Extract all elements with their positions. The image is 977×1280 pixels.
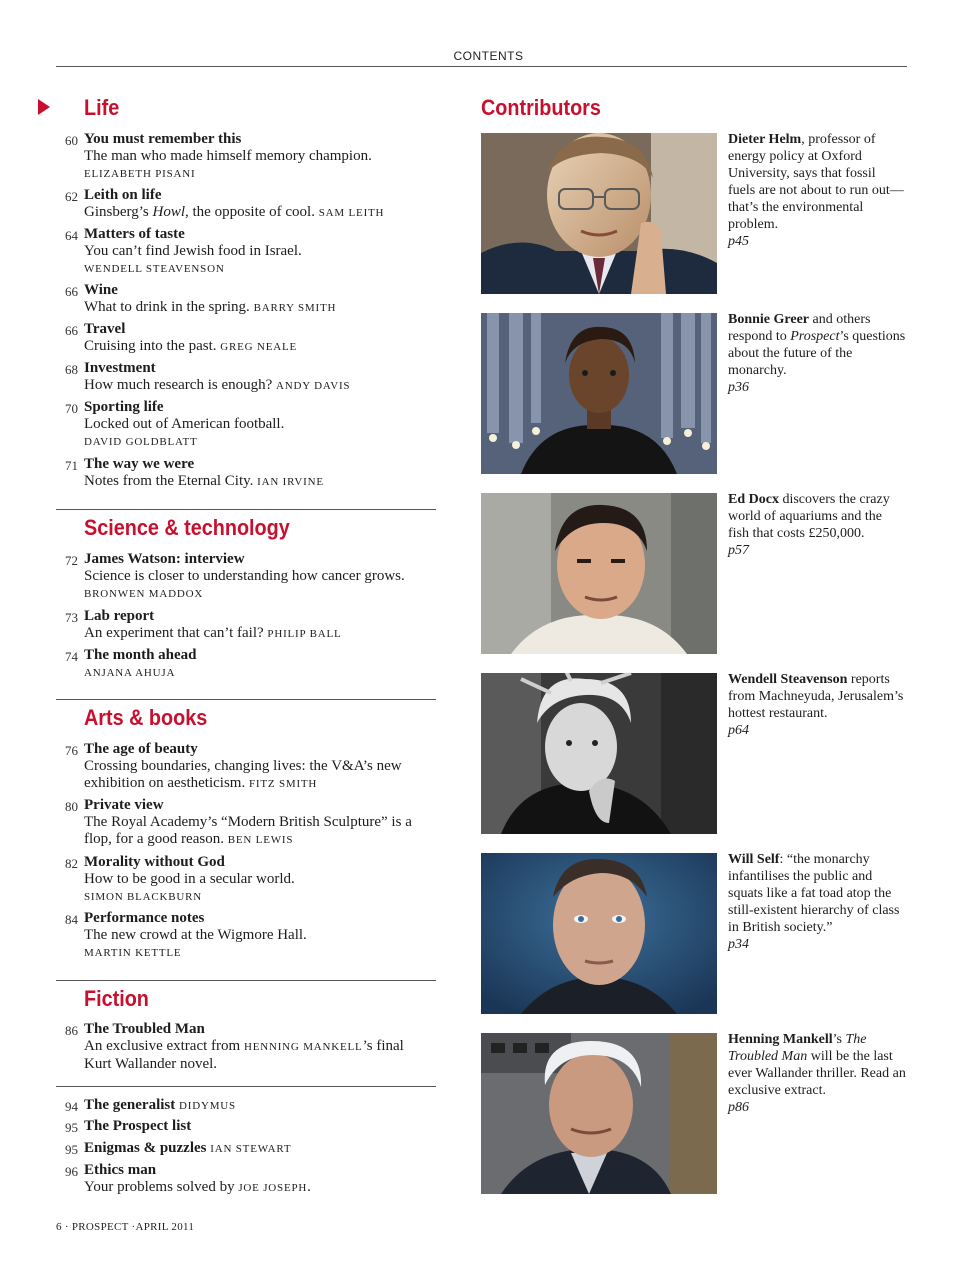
section-title-arts: Arts & books [84,705,208,730]
entry-description: An exclusive extract from [84,1038,244,1054]
section-rule [56,980,436,981]
contributor-text: will be the last ever Wallander thriller. Read an exclusive extract. [728,1049,906,1098]
entry-author: BRONWEN MADDOX [84,588,204,600]
contributor-text: reports from Machneyuda, Jerusalem’s hottest restaurant. [728,672,904,721]
contributor-blurb-2 [728,311,906,396]
entry-title: Leith on life [84,187,162,203]
contributor-name: Wendell Steavenson [728,672,848,687]
entry-author: GREG NEALE [220,341,297,353]
page-number: 66 [65,284,78,299]
entry-title: The month ahead [84,647,197,663]
entry-description: Locked out of American football. [84,416,285,432]
section-title-life: Life [84,95,120,120]
page-number: 70 [65,401,78,416]
toc-entry[interactable] [56,321,446,356]
entry-author: SAM LEITH [318,207,385,219]
contributor-text: ’s questions about the future of the monarchy. [728,329,906,378]
entry-author: IAN IRVINE [257,476,324,488]
contributor-photo-5 [481,853,717,1014]
entry-title: Private view [84,797,164,813]
page-number: 76 [65,743,78,758]
contributor-page[interactable]: p64 [728,723,749,738]
contributor-blurb-1 [728,131,906,250]
entry-title: Sporting life [84,399,164,415]
page-number: 94 [65,1099,78,1114]
contributor-blurb-4 [728,671,906,739]
page-number: 80 [65,799,78,814]
contributor-text-italic: The Troubled Man [728,1032,867,1064]
toc-entry[interactable] [56,1140,446,1158]
contributor-photo-6 [481,1033,717,1194]
entry-title: The generalist [84,1097,176,1113]
entry-title: The Prospect list [84,1118,192,1134]
page-number: 82 [65,856,78,871]
contributor-page[interactable]: p45 [728,234,749,249]
entry-description: Cruising into the past. [84,338,217,354]
page-number: 95 [65,1120,78,1135]
contributor-text: discovers the crazy world of aquariums and the fish that costs £250,000. [728,492,890,541]
toc-entry[interactable] [56,1162,446,1197]
entry-author: PHILIP BALL [267,628,342,640]
contributor-name: Ed Docx [728,492,779,507]
entry-description: What to drink in the spring. [84,299,250,315]
toc-entry[interactable] [56,551,446,603]
entry-author: FITZ SMITH [248,778,318,790]
contributor-text: and others respond to [728,312,871,344]
entry-title: James Watson: interview [84,551,245,567]
contributor-page[interactable]: p34 [728,937,749,952]
entry-description: Ginsberg’s [84,204,153,220]
page-number: 84 [65,912,78,927]
toc-entry[interactable] [56,226,446,278]
entry-title: Ethics man [84,1162,157,1178]
entry-description: You can’t find Jewish food in Israel. [84,243,302,259]
page-number: 66 [65,323,78,338]
page-number: 74 [65,649,78,664]
toc-entry[interactable] [56,797,446,849]
page-number: 68 [65,362,78,377]
toc-entry[interactable] [56,456,446,491]
toc-entry[interactable] [56,647,446,682]
entry-description: The Royal Academy’s “Modern British Sculpture” is a flop, for a good reason. [84,814,412,847]
contributor-text: ’s [832,1032,846,1047]
entry-author: SIMON BLACKBURN [84,891,203,903]
header-rule [56,66,907,67]
section-rule [56,509,436,510]
entry-author: HENNING MANKELL [243,1041,363,1053]
page-number: 60 [65,133,78,148]
entry-author: MARTIN KETTLE [84,947,182,959]
entry-title: The age of beauty [84,741,198,757]
contributor-text: , professor of energy policy at Oxford University, says that fossil fuels are not about to run out—that’s the environmental problem. [728,132,904,232]
entry-author: BEN LEWIS [227,834,294,846]
section-title-science: Science & technology [84,515,290,540]
entry-title: Enigmas & puzzles [84,1140,207,1156]
contributor-page[interactable]: p36 [728,380,749,395]
entry-description: How much research is enough? [84,377,273,393]
toc-entry[interactable] [56,282,446,317]
page-number: 71 [65,458,78,473]
entry-description: The man who made himself memory champion. [84,148,372,164]
toc-entry[interactable] [56,1118,446,1135]
toc-entry[interactable] [56,187,446,222]
entry-title: You must remember this [84,131,242,147]
entry-description: Your problems solved by [84,1179,235,1195]
contributor-photo-2 [481,313,717,474]
page-number: 72 [65,553,78,568]
entry-title: Investment [84,360,156,376]
page-number: 86 [65,1023,78,1038]
entry-author: WENDELL STEAVENSON [84,263,225,275]
toc-entry[interactable] [56,741,446,793]
entry-description: , the opposite of cool. [185,204,315,220]
contributor-page[interactable]: p57 [728,543,749,558]
contributor-photo-3 [481,493,717,654]
entry-description: The new crowd at the Wigmore Hall. [84,927,307,943]
contributor-page[interactable]: p86 [728,1100,749,1115]
entry-author: JOE JOSEPH [238,1182,308,1194]
toc-entry[interactable] [56,399,446,451]
entry-description: ’s final Kurt Wallander novel. [84,1038,404,1072]
entry-title: The Troubled Man [84,1021,205,1037]
section-arrow-icon [38,99,50,115]
toc-entry[interactable] [56,1021,446,1073]
page-number: 62 [65,189,78,204]
toc-entry[interactable] [56,608,446,643]
contributor-blurb-3 [728,491,906,559]
page-number: 73 [65,610,78,625]
entry-author: DAVID GOLDBLATT [84,436,198,448]
entry-author: ANDY DAVIS [276,380,351,392]
section-rule [56,1086,436,1087]
entry-title: Matters of taste [84,226,185,242]
contributor-photo-1 [481,133,717,294]
section-rule [56,699,436,700]
entry-description: . [307,1179,311,1195]
toc-entry[interactable] [56,1097,446,1115]
page-number: 95 [65,1142,78,1157]
toc-entry[interactable] [56,360,446,395]
page-number: 96 [65,1164,78,1179]
section-title-fiction: Fiction [84,986,149,1011]
entry-description: An experiment that can’t fail? [84,625,264,641]
page-number: 64 [65,228,78,243]
contributor-name: Dieter Helm [728,132,802,147]
entry-author: DIDYMUS [179,1100,236,1112]
entry-title: Travel [84,321,126,337]
entry-title: Lab report [84,608,155,624]
running-header: CONTENTS [453,49,524,63]
contributor-photo-4 [481,673,717,834]
contributor-name: Will Self [728,852,780,867]
contributor-blurb-5 [728,851,906,953]
entry-author: ELIZABETH PISANI [84,168,196,180]
entry-description-italic: Howl [152,204,185,220]
entry-author: ANJANA AHUJA [84,667,176,679]
entry-title: Performance notes [84,910,205,926]
entry-author: IAN STEWART [210,1143,292,1155]
contributor-name: Bonnie Greer [728,312,810,327]
toc-entry[interactable] [56,854,446,906]
entry-description: Notes from the Eternal City. [84,473,254,489]
entry-title: The way we were [84,456,195,472]
toc-entry[interactable] [56,910,446,962]
entry-description: How to be good in a secular world. [84,871,295,887]
contributors-title: Contributors [481,95,601,120]
contributor-text: : “the monarchy infantilises the public and squats like a fat toad atop the still-existent hierarchy of class in British society.” [728,852,900,935]
entry-description: Crossing boundaries, changing lives: the V&A’s new exhibition on aestheticism. [84,758,402,791]
contributor-name: Henning Mankell [728,1032,833,1047]
toc-entry[interactable] [56,131,446,183]
entry-description: Science is closer to understanding how cancer grows. [84,568,405,584]
contributor-blurb-6 [728,1031,906,1116]
page-footer: 6 · PROSPECT ·APRIL 2011 [56,1221,195,1233]
entry-title: Wine [84,282,118,298]
entry-title: Morality without God [84,854,225,870]
entry-author: BARRY SMITH [253,302,337,314]
contributor-text-italic: Prospect [790,329,840,344]
